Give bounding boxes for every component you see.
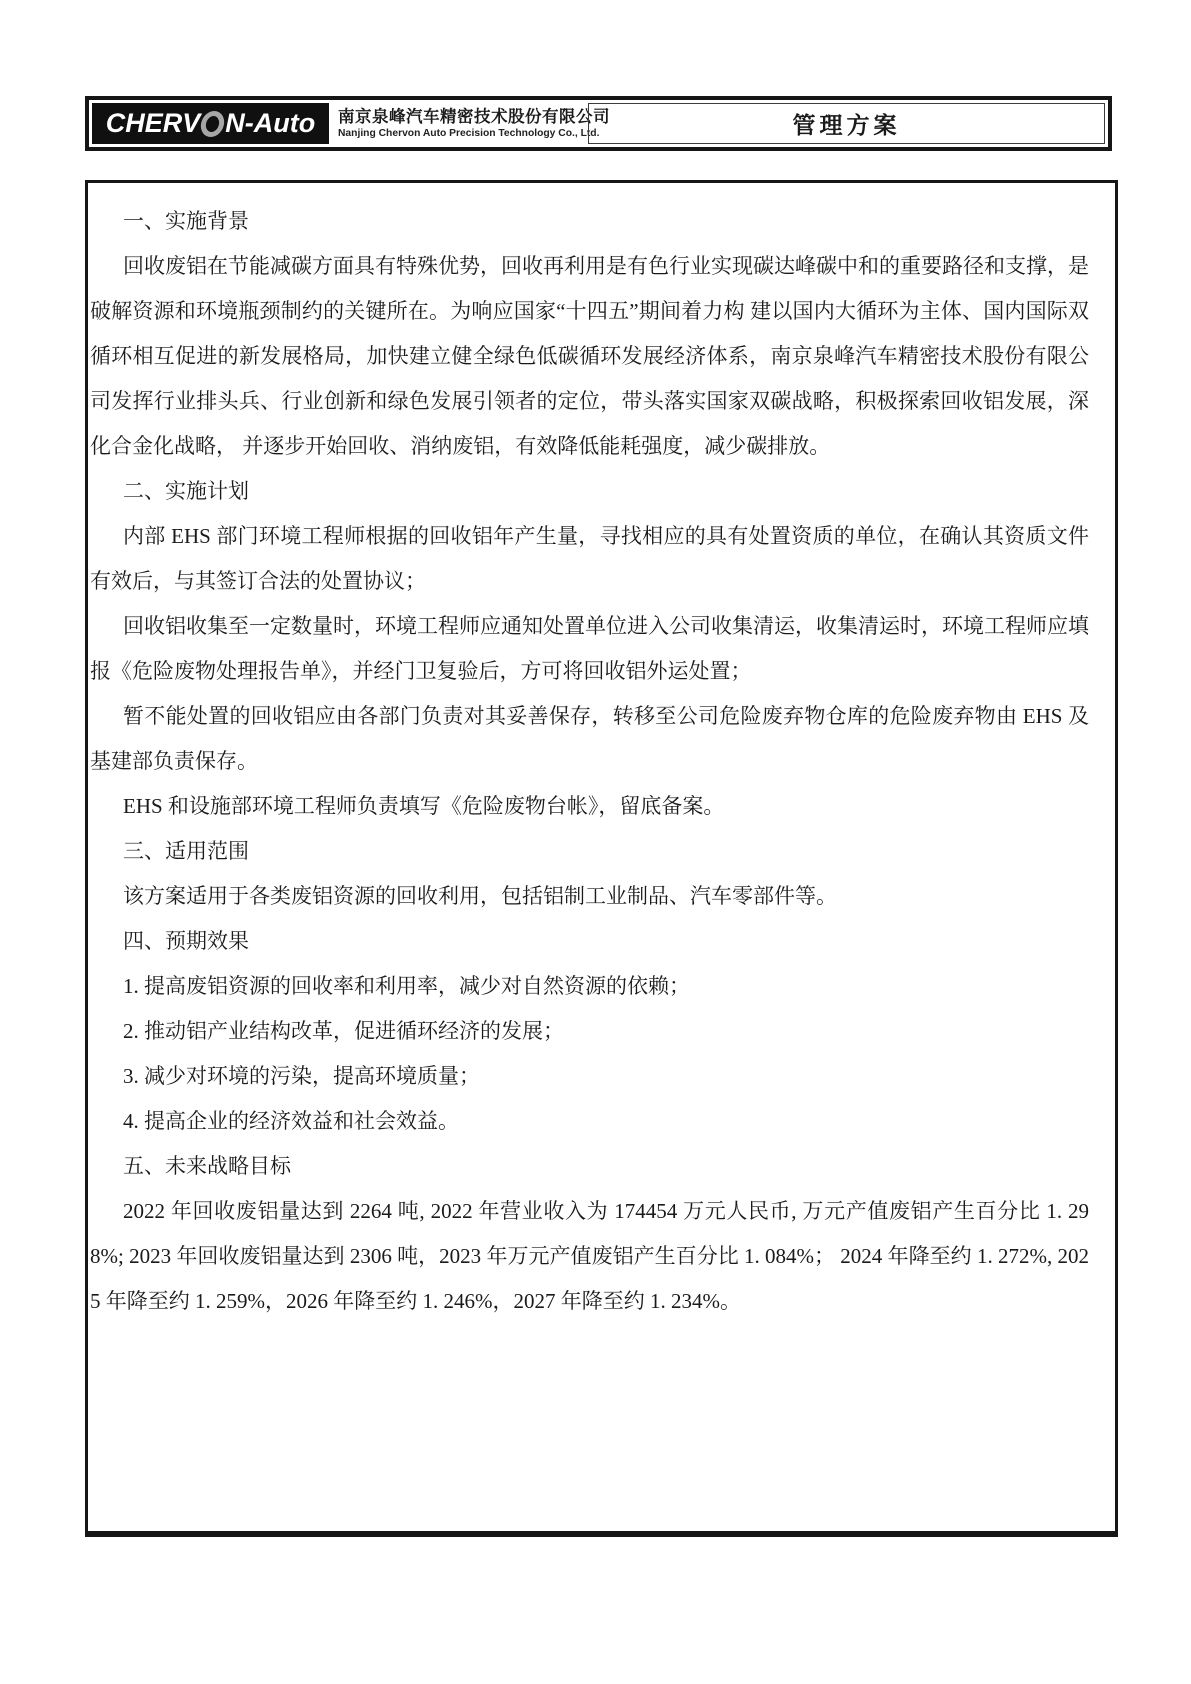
company-name-en: Nanjing Chervon Auto Precision Technology Co., Ltd. bbox=[338, 128, 600, 139]
section-heading: 一、实施背景 bbox=[123, 209, 249, 233]
paragraph: 回收废铝在节能减碳方面具有特殊优势，回收再利用是有色行业实现碳达峰碳中和的重要路径和支撑，是破解资源和环境瓶颈制约的关键所在。为响应国家“十四五”期间着力构 建以国内大循环为主体、国内国际双循环相互促进的新发展格局，加快建立健全绿色低碳循环发展经济体系，南京泉峰汽车精密技术股份有限公司发挥行业排头兵、行业创新和绿色发展引领者的定位，带头落实国家双碳战略，积极探索回收铝发展，深化合金化战略， 并逐步开始回收、消纳废铝，有效降低能耗强度，减少碳排放。 bbox=[90, 254, 1089, 458]
document-body bbox=[88, 183, 1115, 1324]
paragraph: 3. 减少对环境的污染，提高环境质量； bbox=[123, 1064, 480, 1088]
section-heading: 四、预期效果 bbox=[123, 929, 249, 953]
logo-block bbox=[92, 103, 329, 144]
document-box bbox=[85, 180, 1118, 1537]
paragraph: 4. 提高企业的经济效益和社会效益。 bbox=[123, 1109, 459, 1133]
logo-text-prefix: CHERV bbox=[105, 108, 201, 138]
paragraph: 回收铝收集至一定数量时，环境工程师应通知处置单位进入公司收集清运，收集清运时，环境工程师应填报《危险废物处理报告单》，并经门卫复验后，方可将回收铝外运处置； bbox=[90, 614, 1089, 683]
logo-text-suffix: N-Auto bbox=[225, 108, 316, 138]
paragraph: 内部 EHS 部门环境工程师根据的回收铝年产生量，寻找相应的具有处置资质的单位，在确认其资质文件有效后，与其签订合法的处置协议； bbox=[90, 524, 1089, 593]
company-name-cell bbox=[329, 103, 610, 144]
chervon-auto-logo bbox=[106, 108, 315, 139]
doc-title: 管理方案 bbox=[792, 112, 901, 138]
section-heading: 二、实施计划 bbox=[123, 479, 249, 503]
paragraph: 1. 提高废铝资源的回收率和利用率，减少对自然资源的依赖； bbox=[123, 974, 690, 998]
logo-ring-o-icon bbox=[199, 111, 226, 137]
paragraph: EHS 和设施部环境工程师负责填写《危险废物台帐》，留底备案。 bbox=[123, 794, 725, 818]
header-table bbox=[85, 96, 1112, 151]
section-heading: 三、适用范围 bbox=[123, 839, 249, 863]
paragraph: 2022 年回收废铝量达到 2264 吨, 2022 年营业收入为 174454 万元人民币, 万元产值废铝产生百分比 1. 298%; 2023 年回收废铝量达到 2306 吨，2023 年万元产值废铝产生百分比 1. 084%； 2024 年降至约 1. 272%, 2025 年降至约 1. 259%，2026 年降至约 1. 246%，2027 年降至约 1. 234%。 bbox=[90, 1199, 1089, 1313]
paragraph: 2. 推动铝产业结构改革，促进循环经济的发展； bbox=[123, 1019, 564, 1043]
section-heading: 五、未来战略目标 bbox=[123, 1154, 291, 1178]
doc-title-cell bbox=[588, 103, 1105, 144]
company-name-cn: 南京泉峰汽车精密技术股份有限公司 bbox=[338, 108, 610, 126]
paragraph: 暂不能处置的回收铝应由各部门负责对其妥善保存，转移至公司危险废弃物仓库的危险废弃物由 EHS 及基建部负责保存。 bbox=[90, 704, 1089, 773]
paragraph: 该方案适用于各类废铝资源的回收利用，包括铝制工业制品、汽车零部件等。 bbox=[123, 884, 837, 908]
